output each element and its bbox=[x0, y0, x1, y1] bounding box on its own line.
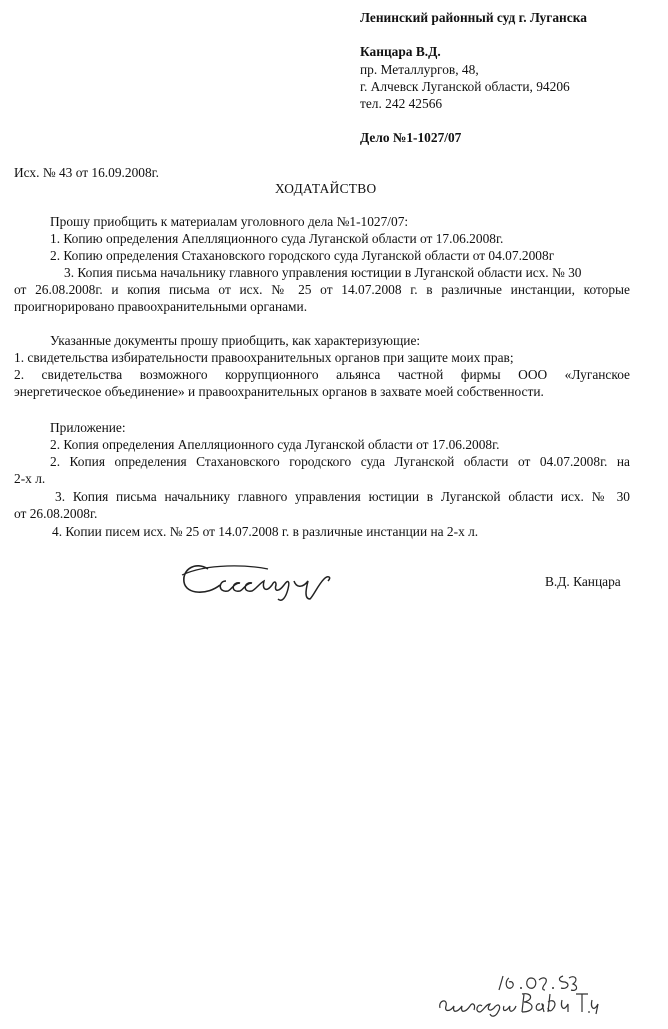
address-line-1: пр. Металлургов, 48, bbox=[360, 62, 479, 77]
handwritten-note-mark bbox=[436, 990, 604, 1018]
appendix-item-2-line-2: 2-х л. bbox=[14, 471, 46, 486]
page-title: ХОДАТАЙСТВО bbox=[275, 181, 377, 196]
request-intro: Прошу приобщить к материалам уголовного дела №1-1027/07: bbox=[50, 214, 409, 229]
reason-2-line-1: 2. свидетельства возможного коррупционного альянса частной фирмы ООО «Луганское bbox=[14, 367, 630, 382]
court-name: Ленинский районный суд г. Луганска bbox=[360, 10, 587, 25]
appendix-item-2-line-1: 2. Копия определения Стахановского городского суда Луганской области от 04.07.2008г. на bbox=[50, 454, 630, 469]
appendix-item-1: 2. Копия определения Апелляционного суда Луганской области от 17.06.2008г. bbox=[50, 437, 500, 452]
address-line-2: г. Алчевск Луганской области, 94206 bbox=[360, 79, 570, 94]
request-item-3-line-2: от 26.08.2008г. и копия письма от исх. № 25 от 14.07.2008 г. в различные инстанции, которые bbox=[14, 282, 630, 297]
reasons-intro: Указанные документы прошу приобщить, как характеризующие: bbox=[50, 333, 421, 348]
request-item-2: 2. Копию определения Стахановского городского суда Луганской области от 04.07.2008г bbox=[50, 248, 555, 263]
appendix-item-3-line-2: от 26.08.2008г. bbox=[14, 506, 98, 521]
appendix-item-4: 4. Копии писем исх. № 25 от 14.07.2008 г. в различные инстанции на 2-х л. bbox=[52, 524, 479, 539]
appendix-item-3-line-1: 3. Копия письма начальнику главного управления юстиции в Луганской области исх. № 30 bbox=[55, 489, 630, 504]
case-number: Дело №1-1027/07 bbox=[360, 130, 462, 145]
sender-name: Канцара В.Д. bbox=[360, 44, 441, 59]
signature-mark bbox=[178, 555, 348, 605]
reason-1: 1. свидетельства избирательности правоохранительных органов при защите моих прав; bbox=[14, 350, 514, 365]
request-item-1: 1. Копию определения Апелляционного суда Луганской области от 17.06.2008г. bbox=[50, 231, 504, 246]
reason-2-line-2: энергетическое объединение» и правоохранительных органов в захвате моей собственности. bbox=[14, 384, 544, 399]
signatory-name: В.Д. Канцара bbox=[545, 574, 621, 589]
phone: тел. 242 42566 bbox=[360, 96, 443, 111]
appendix-title: Приложение: bbox=[50, 420, 126, 435]
outgoing-number: Исх. № 43 от 16.09.2008г. bbox=[14, 165, 159, 180]
request-item-3-line-1: 3. Копия письма начальнику главного управления юстиции в Луганской области исх. № 30 bbox=[64, 265, 582, 280]
request-item-3-line-3: проигнорировано правоохранительными органами. bbox=[14, 299, 308, 314]
